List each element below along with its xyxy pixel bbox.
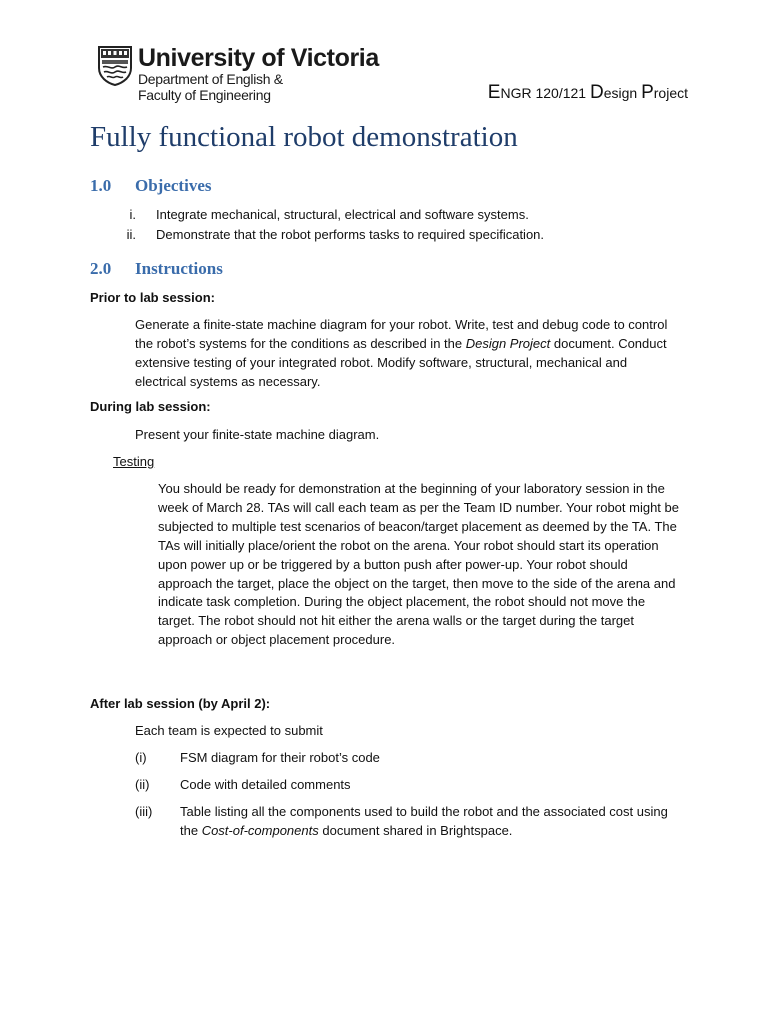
objectives-heading: 1.0 Objectives [90,176,212,195]
testing-paragraph: You should be ready for demonstration at the beginning of your laboratory session in the week of March 28. TAs will call each team as per the Team ID number. Your robot might be subjected to multiple test scenarios of beacon/target placement as deemed by the TA. The TAs will initially place/orient the robot on the arena. Your robot should start its operation upon power up or be triggered by a button push after power-up. Your robot should approach the target, place the object on the target, then move to the side of the arena and indicate task completion. During the object placement, the robot should not move the target. The robot should not hit either the arena walls or the target during the target approach or object placement procedure. [158,481,679,648]
document-page: University of Victoria Department of English & Faculty of Engineering ENGR 120/121 Design Project Fully functional robot demonstration 1.0 Objectives i. Integrate mechanical, structural, electrical and software systems. ii. Demonstrate that the robot performs tasks to required specification. 2.0 Instructions Prior to lab session: Generate a finite-state machine diagram for your robot. Write, test and debug code to control the robot’s systems for the conditions as described in the Design Project document. Conduct extensive testing of your integrated robot. Modify software, structural, mechanical and electrical systems as necessary. During lab session: Present your finite-state machine diagram. Testing You should be ready for demonstration at the beginning of your laboratory session in the week of March 28. TAs will call each team as per the Team ID number. Your robot might be subjected to multiple test scenarios of beacon/target placement as deemed by the TA. The TAs will initially place/orient the robot on the arena. Your robot should start its operation upon power up or be triggered by a button push after power-up. Your robot should approach the target, place the object on the target, then move to the side of the arena and indicate task completion. During the object placement, the robot should not move the target. The robot should not hit either the arena walls or the target during the target approach or object placement procedure. After lab session (by April 2): Each team is expected to submit (i) FSM diagram for their robot’s code (ii) Code with detailed comments (iii) Table listing all the components used to build the robot and the associated cost using the Cost-of-components document shared in Brightspace. [90,44,688,838]
instructions-heading: 2.0 Instructions [90,259,223,278]
testing-heading: Testing [113,454,155,469]
prior-to-lab-heading: Prior to lab session: [90,290,215,305]
during-lab-heading: During lab session: [90,399,211,414]
during-lab-paragraph: Present your finite-state machine diagram. [135,427,380,442]
after-lab-intro: Each team is expected to submit [135,723,323,738]
document-title: Fully functional robot demonstration [90,121,518,153]
department-line: Department of English & [138,71,283,87]
university-name: University of Victoria [138,44,379,72]
course-title: ENGR 120/121 Design Project [487,82,688,103]
prior-to-lab-paragraph: Generate a finite-state machine diagram for your robot. Write, test and debug code to control the robot’s systems for the conditions as described in the Design Project document. Conduct extensive testing of your integrated robot. Modify software, structural, mechanical and electrical systems as necessary. [135,317,668,389]
after-lab-heading: After lab session (by April 2): [90,696,271,711]
university-crest-icon [98,46,132,86]
faculty-line: Faculty of Engineering [138,87,271,103]
